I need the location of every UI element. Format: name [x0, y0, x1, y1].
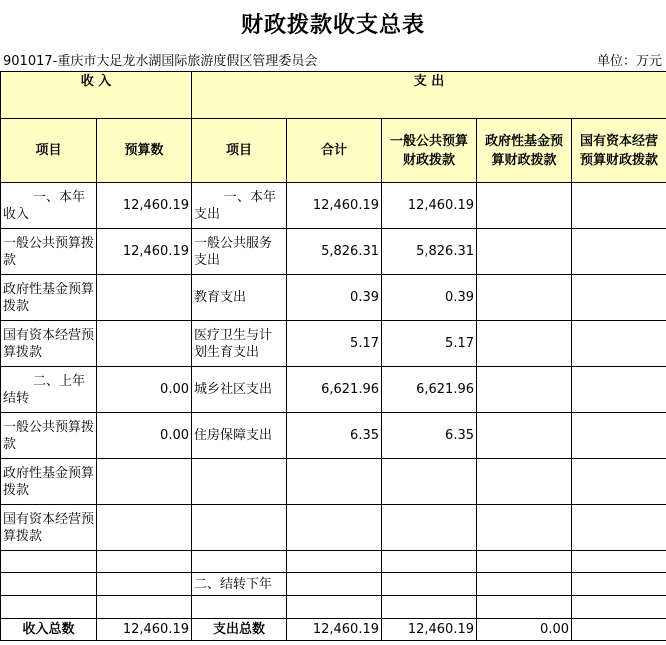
fund-budget-cell [477, 573, 572, 596]
total-cell: 12,460.19 [287, 183, 382, 229]
income-item-cell: 政府性基金预算拨款 [1, 459, 97, 505]
total-cell [287, 596, 382, 619]
income-item-cell: 一般公共预算拨款 [1, 229, 97, 275]
total-cell [287, 459, 382, 505]
expense-item-cell: 二、结转下年 [192, 573, 287, 596]
expense-item-cell: 一、本年支出 [192, 183, 287, 229]
income-budget-cell: 0.00 [97, 367, 192, 413]
general-budget-cell [382, 596, 477, 619]
fund-budget-cell [477, 183, 572, 229]
income-budget-header: 预算数 [97, 119, 192, 183]
table-row [1, 229, 666, 275]
income-budget-cell: 12,460.19 [97, 183, 192, 229]
income-item-cell [1, 573, 97, 596]
state-total-value [572, 619, 666, 641]
table-row [1, 275, 666, 321]
fund-budget-cell [477, 321, 572, 367]
general-budget-cell [382, 505, 477, 551]
income-budget-cell: 0.00 [97, 413, 192, 459]
general-budget-cell: 5.17 [382, 321, 477, 367]
income-budget-cell [97, 596, 192, 619]
total-cell [287, 505, 382, 551]
table-row [1, 413, 666, 459]
page-title: 财政拨款收支总表 [240, 13, 425, 38]
income-item-cell: 国有资本经营预算拨款 [1, 505, 97, 551]
table-row [1, 183, 666, 229]
state-capital-header: 国有资本经营预算财政拨款 [572, 119, 666, 183]
organization-name: 901017-重庆市大足龙水湖国际旅游度假区管理委员会 [3, 54, 318, 69]
state-capital-cell [572, 367, 666, 413]
general-budget-cell [382, 573, 477, 596]
fund-budget-cell [477, 551, 572, 573]
fund-budget-cell [477, 596, 572, 619]
fund-budget-cell [477, 229, 572, 275]
income-item-cell: 一般公共预算拨款 [1, 413, 97, 459]
income-item-cell: 二、上年结转 [1, 367, 97, 413]
expense-item-cell: 城乡社区支出 [192, 367, 287, 413]
state-capital-cell [572, 505, 666, 551]
general-budget-cell: 12,460.19 [382, 183, 477, 229]
state-capital-cell [572, 551, 666, 573]
expense-item-cell: 住房保障支出 [192, 413, 287, 459]
total-cell: 5,826.31 [287, 229, 382, 275]
table-row [1, 551, 666, 573]
income-budget-cell [97, 505, 192, 551]
fund-total-value: 0.00 [477, 619, 572, 641]
total-cell: 0.39 [287, 275, 382, 321]
income-budget-cell [97, 459, 192, 505]
general-budget-cell [382, 459, 477, 505]
totals-row [1, 619, 666, 641]
fund-budget-cell [477, 413, 572, 459]
expense-item-cell: 一般公共服务支出 [192, 229, 287, 275]
table-row [1, 321, 666, 367]
total-cell: 6.35 [287, 413, 382, 459]
fund-budget-cell [477, 505, 572, 551]
expense-item-cell [192, 551, 287, 573]
total-cell: 5.17 [287, 321, 382, 367]
state-capital-cell [572, 459, 666, 505]
general-budget-cell [382, 551, 477, 573]
state-capital-cell [572, 183, 666, 229]
income-budget-cell [97, 551, 192, 573]
expense-item-cell [192, 596, 287, 619]
income-item-cell: 政府性基金预算拨款 [1, 275, 97, 321]
general-total-value: 12,460.19 [382, 619, 477, 641]
subtitle-line [0, 50, 666, 70]
fund-budget-header: 政府性基金预算财政拨款 [477, 119, 572, 183]
state-capital-cell [572, 229, 666, 275]
state-capital-cell [572, 321, 666, 367]
general-budget-cell: 6,621.96 [382, 367, 477, 413]
expense-item-cell [192, 459, 287, 505]
table-row [1, 459, 666, 505]
total-cell [287, 551, 382, 573]
expense-item-header: 项目 [192, 119, 287, 183]
income-total-value: 12,460.19 [97, 619, 192, 641]
unit-label: 单位：万元 [596, 54, 662, 69]
general-budget-cell: 0.39 [382, 275, 477, 321]
table-row [1, 367, 666, 413]
expense-section-header: 支 出 [192, 72, 666, 119]
expense-item-cell: 教育支出 [192, 275, 287, 321]
income-item-cell: 一、本年收入 [1, 183, 97, 229]
income-item-cell [1, 551, 97, 573]
general-budget-cell: 6.35 [382, 413, 477, 459]
general-budget-cell: 5,826.31 [382, 229, 477, 275]
expense-total-value: 12,460.19 [287, 619, 382, 641]
expense-item-cell [192, 505, 287, 551]
income-total-label: 收入总数 [1, 619, 97, 641]
income-budget-cell [97, 573, 192, 596]
total-cell [287, 573, 382, 596]
state-capital-cell [572, 275, 666, 321]
expense-total-label: 支出总数 [192, 619, 287, 641]
income-item-header: 项目 [1, 119, 97, 183]
fund-budget-cell [477, 459, 572, 505]
table-row [1, 505, 666, 551]
state-capital-cell [572, 573, 666, 596]
income-budget-cell [97, 321, 192, 367]
fund-budget-cell [477, 367, 572, 413]
income-budget-cell: 12,460.19 [97, 229, 192, 275]
budget-summary-table [0, 71, 666, 641]
state-capital-cell [572, 413, 666, 459]
income-item-cell [1, 596, 97, 619]
table-row [1, 596, 666, 619]
total-cell: 6,621.96 [287, 367, 382, 413]
general-budget-header: 一般公共预算财政拨款 [382, 119, 477, 183]
total-header: 合计 [287, 119, 382, 183]
table-row [1, 573, 666, 596]
state-capital-cell [572, 596, 666, 619]
expense-item-cell: 医疗卫生与计划生育支出 [192, 321, 287, 367]
fund-budget-cell [477, 275, 572, 321]
income-item-cell: 国有资本经营预算拨款 [1, 321, 97, 367]
income-budget-cell [97, 275, 192, 321]
income-section-header: 收 入 [1, 72, 192, 119]
